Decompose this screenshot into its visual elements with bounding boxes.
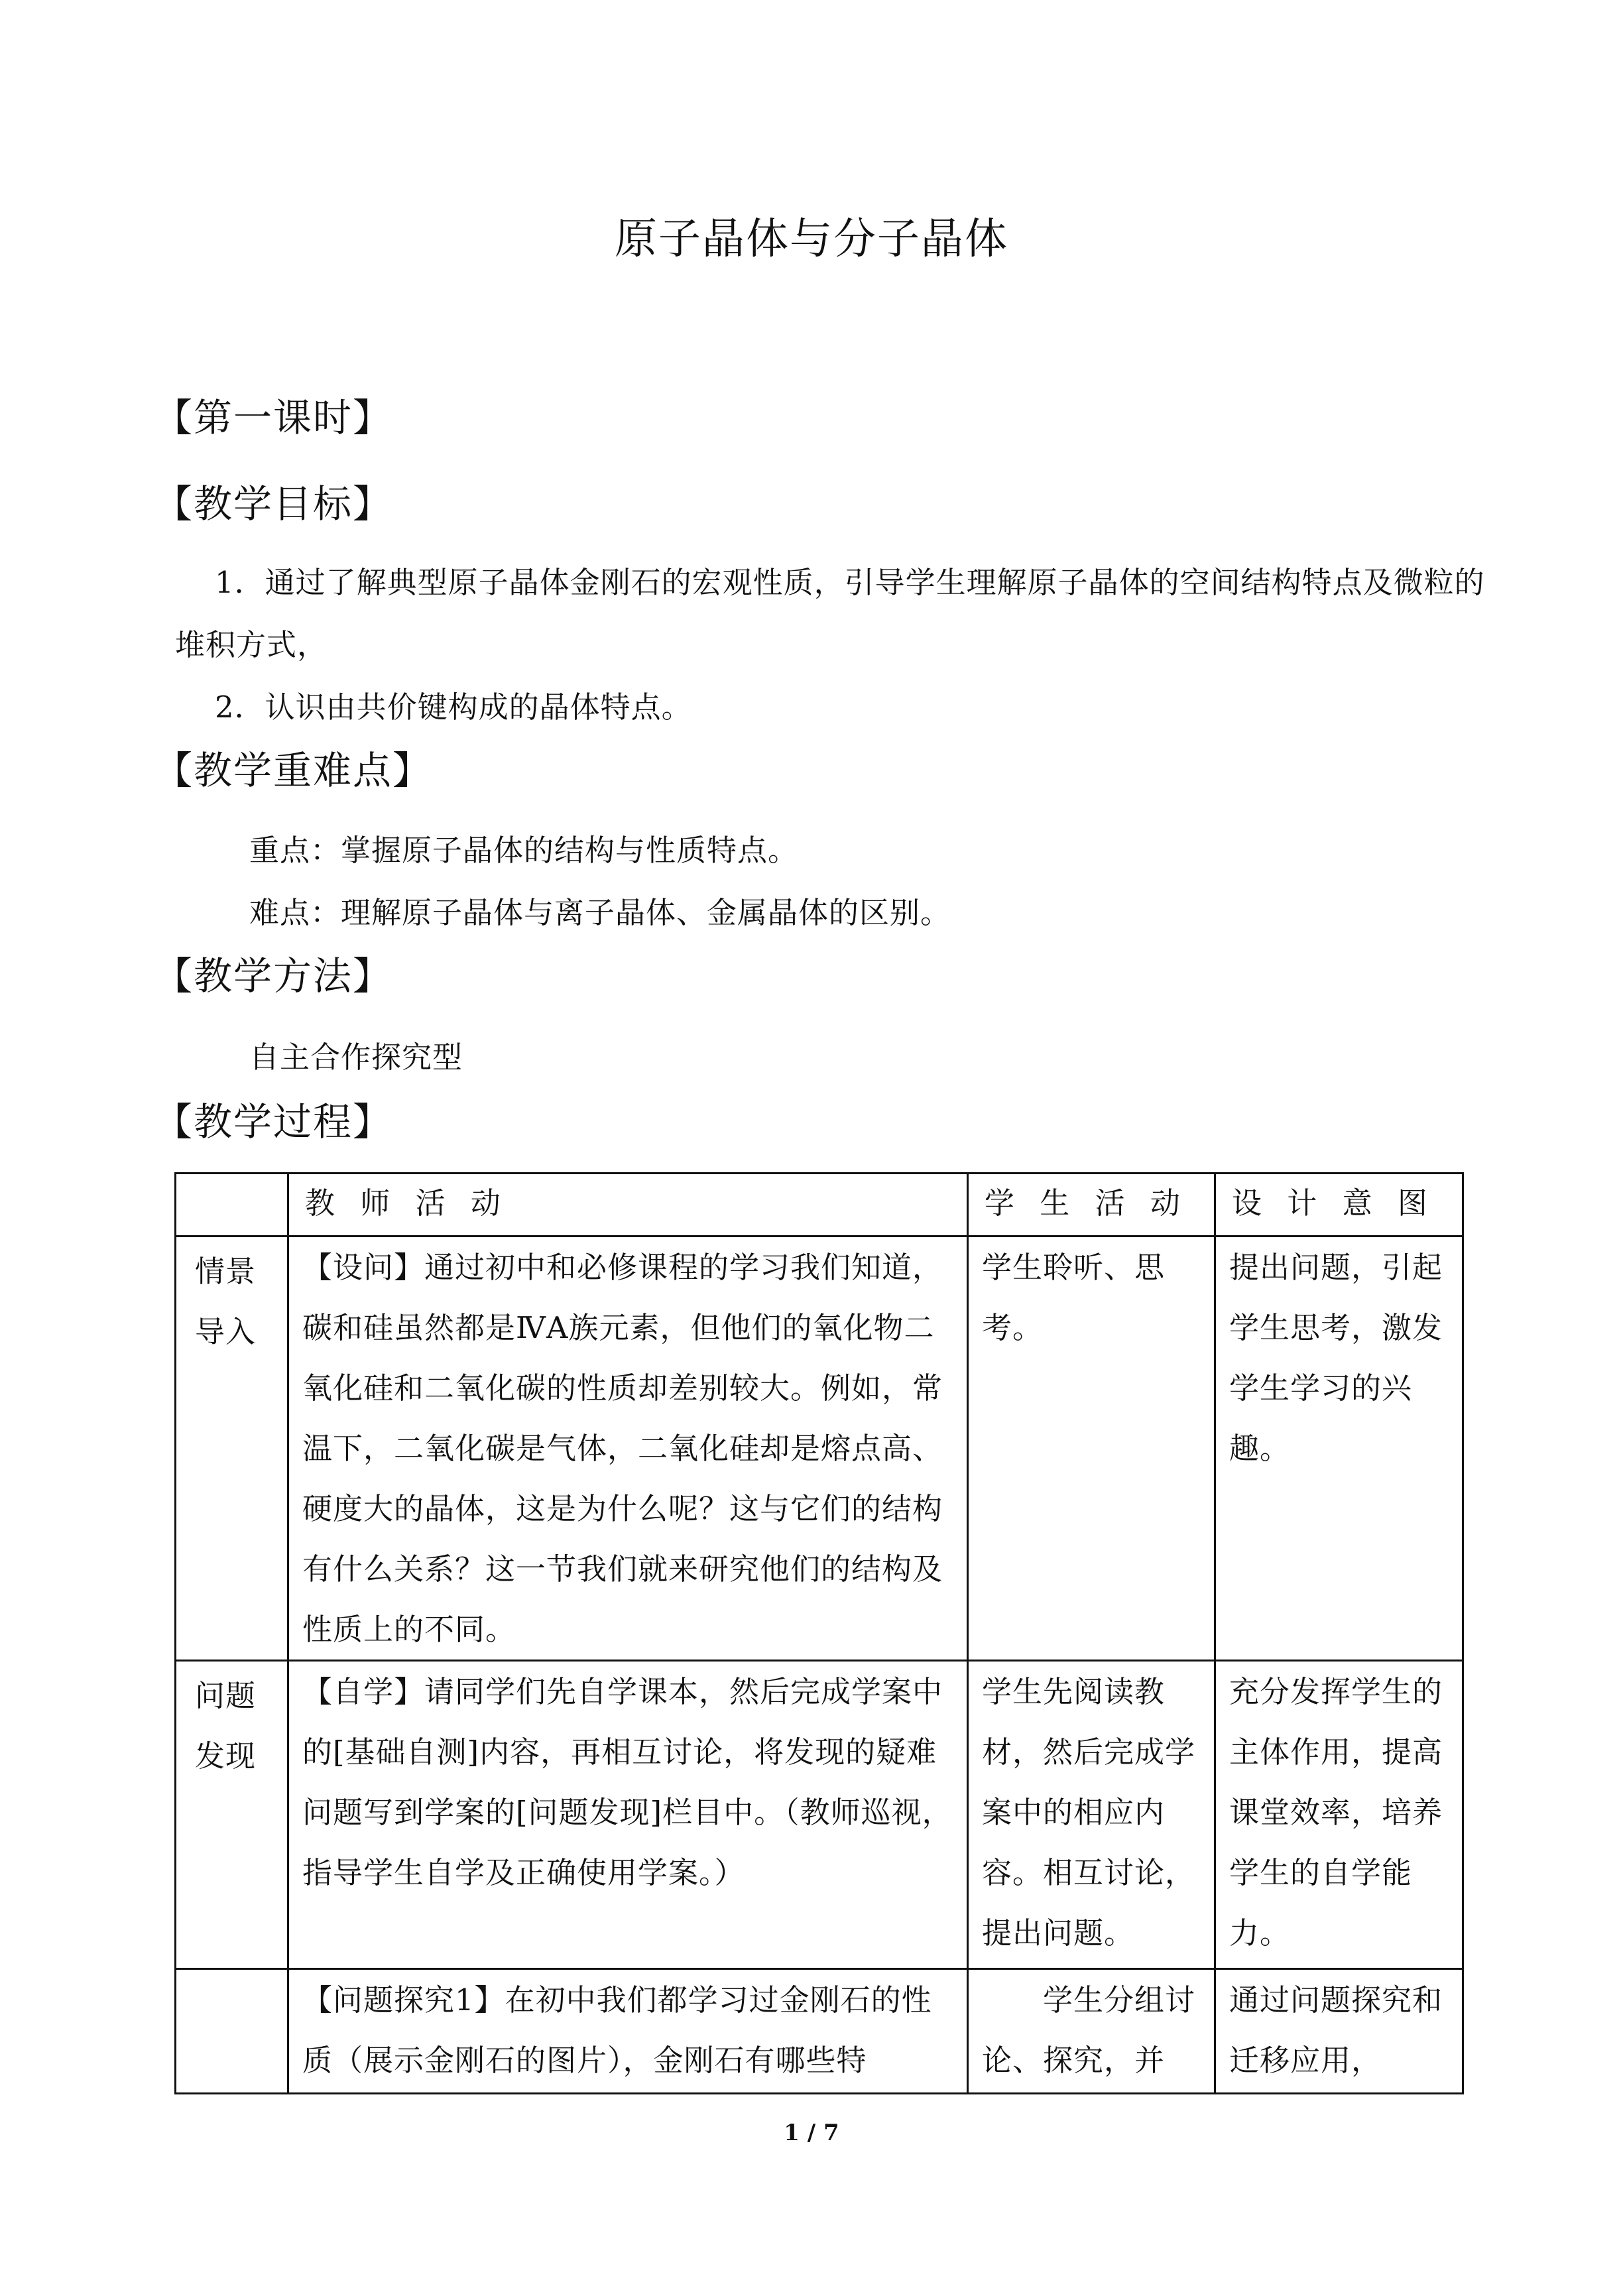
student-activity-cell: 学生聆听、思考。 bbox=[968, 1237, 1215, 1661]
stage-cell: 问题发现 bbox=[176, 1661, 288, 1969]
table-header-row bbox=[176, 1174, 1463, 1237]
table-row bbox=[176, 1661, 1463, 1969]
method-text: 自主合作探究型 bbox=[249, 1040, 463, 1075]
student-activity-cell: 学生先阅读教材，然后完成学案中的相应内容。相互讨论，提出问题。 bbox=[968, 1661, 1215, 1969]
header-teacher-activity: 教 师 活 动 bbox=[288, 1174, 968, 1237]
stage-cell: 情景导入 bbox=[176, 1237, 288, 1661]
page-title: 原子晶体与分子晶体 bbox=[615, 215, 1008, 264]
teacher-activity-cell: 【设问】通过初中和必修课程的学习我们知道，碳和硅虽然都是ⅣA族元素，但他们的氧化物二氧化硅和二氧化碳的性质却差别较大。例如，常温下，二氧化碳是气体，二氧化硅却是熔点高、硬度大的晶体，这是为什么呢？这与它们的结构有什么关系？这一节我们就来研究他们的结构及性质上的不同。 bbox=[288, 1237, 968, 1661]
objective-item-2: 2．认识由共价键构成的晶体特点。 bbox=[215, 690, 692, 725]
page-number: 1 / 7 bbox=[784, 2120, 839, 2146]
objectives-heading: 【教学目标】 bbox=[154, 481, 393, 526]
key-point-text: 重点：掌握原子晶体的结构与性质特点。 bbox=[249, 833, 799, 868]
difficulty-text: 难点：理解原子晶体与离子晶体、金属晶体的区别。 bbox=[249, 895, 951, 930]
table-row bbox=[176, 1969, 1463, 2094]
teacher-activity-cell: 【问题探究1】在初中我们都学习过金刚石的性质（展示金刚石的图片），金刚石有哪些特 bbox=[288, 1969, 968, 2094]
key-points-heading: 【教学重难点】 bbox=[154, 748, 433, 793]
stage-cell bbox=[176, 1969, 288, 2094]
student-activity-cell: 学生分组讨论、探究，并 bbox=[968, 1969, 1215, 2094]
header-student-activity: 学 生 活 动 bbox=[968, 1174, 1215, 1237]
header-design-intent: 设 计 意 图 bbox=[1215, 1174, 1463, 1237]
header-empty-cell bbox=[176, 1174, 288, 1237]
design-intent-cell: 充分发挥学生的主体作用，提高课堂效率，培养学生的自学能力。 bbox=[1215, 1661, 1463, 1969]
table-row bbox=[176, 1237, 1463, 1661]
method-heading: 【教学方法】 bbox=[154, 953, 393, 998]
design-intent-cell: 提出问题，引起学生思考，激发学生学习的兴趣。 bbox=[1215, 1237, 1463, 1661]
lesson-period-heading: 【第一课时】 bbox=[154, 395, 393, 440]
process-heading: 【教学过程】 bbox=[154, 1099, 393, 1144]
teacher-activity-cell: 【自学】请同学们先自学课本，然后完成学案中的[基础自测]内容，再相互讨论，将发现的疑难问题写到学案的[问题发现]栏目中。（教师巡视，指导学生自学及正确使用学案。） bbox=[288, 1661, 968, 1969]
teaching-process-table bbox=[174, 1172, 1464, 2094]
objective-item-1: 1．通过了解典型原子晶体金刚石的宏观性质，引导学生理解原子晶体的空间结构特点及微粒的堆积方式， bbox=[175, 565, 1485, 662]
design-intent-cell: 通过问题探究和迁移应用， bbox=[1215, 1969, 1463, 2094]
